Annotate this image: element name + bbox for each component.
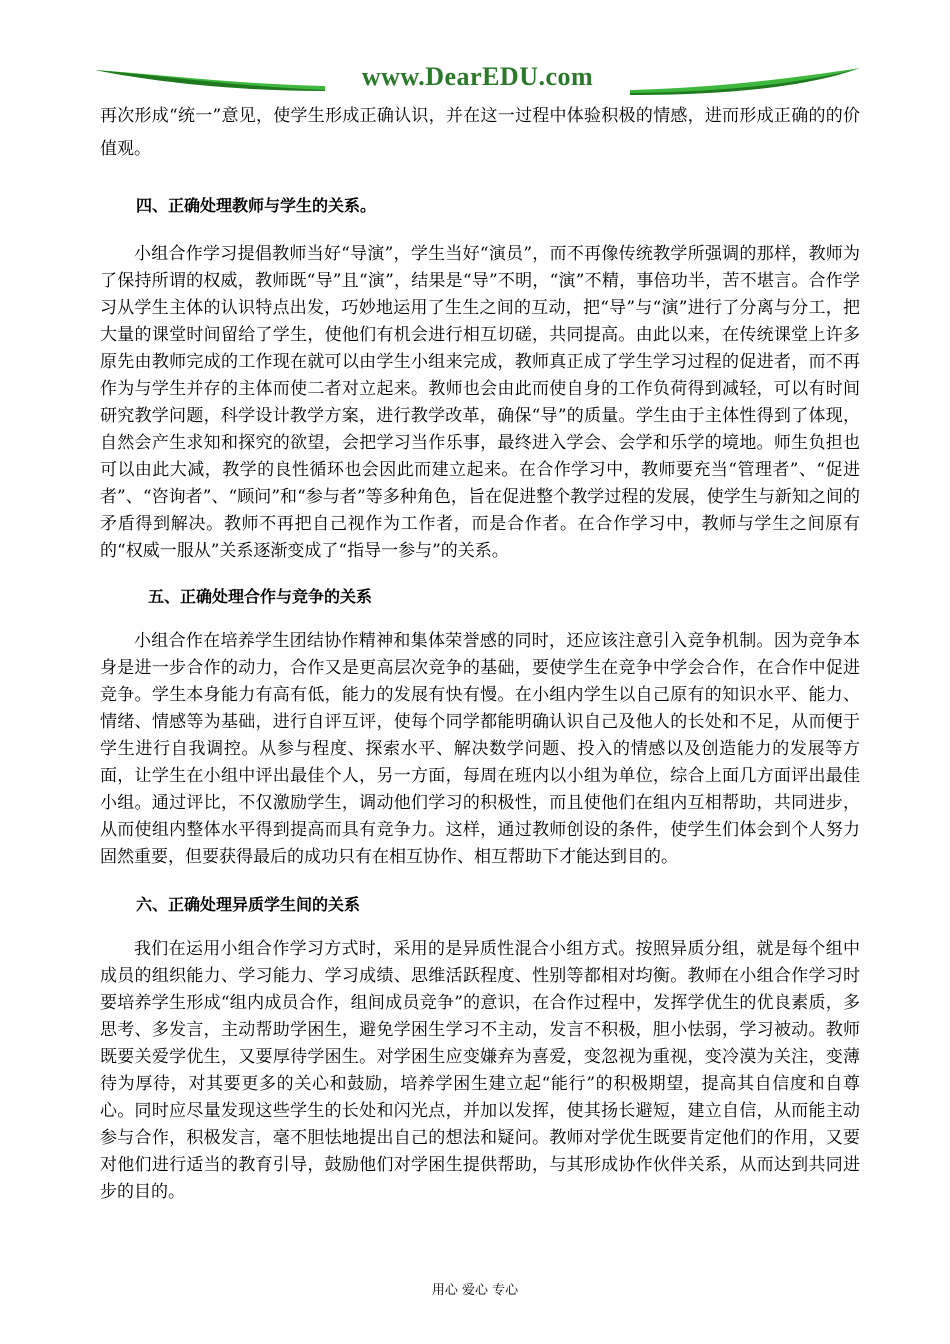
section-4-body: 小组合作学习提倡教师当好“导演”，学生当好“演员”，而不再像传统教学所强调的那样，教师为了保持所谓的权威，教师既“导”且“演”，结果是“导”不明，“演”不精，事倍功半，苦不堪言。合作学习从学生主体的认识特点出发，巧妙地运用了生生之间的互动，把“导”与“演”进行了分离与分工，把大量的课堂时间留给了学生，使他们有机会进行相互切磋，共同提高。由此以来，在传统课堂上许多原先由教师完成的工作现在就可以由学生小组来完成，教师真正成了学生学习过程的促进者，而不再作为与学生并存的主体而使二者对立起来。教师也会由此而使自身的工作负荷得到减轻，可以有时间研究教学问题，科学设计教学方案，进行教学改革，确保“导”的质量。学生由于主体性得到了体现，自然会产生求知和探究的欲望，会把学习当作乐事，最终进入学会、会学和乐学的境地。师生负担也可以由此大减，教学的良性循环也会因此而建立起来。在合作学习中，教师要充当“管理者”、“促进者”、“咨询者”、“顾问”和“参与者”等多种角色，旨在促进整个教学过程的发展，使学生与新知之间的矛盾得到解决。教师不再把自己视作为工作者，而是合作者。在合作学习中，教师与学生之间原有的“权威一服从”关系逐渐变成了“指导一参与”的关系。 xyxy=(100,244,860,561)
page-footer: 用心 爱心 专心 xyxy=(431,1283,519,1298)
section-4-heading: 四、正确处理教师与学生的关系。 xyxy=(136,196,377,215)
page-header xyxy=(95,60,860,98)
section-6-body: 我们在运用小组合作学习方式时，采用的是异质性混合小组方式。按照异质分组，就是每个组中成员的组织能力、学习能力、学习成绩、思维活跃程度、性别等都相对均衡。教师在小组合作学习时要培养学生形成“组内成员合作，组间成员竞争”的意识，在合作过程中，发挥学优生的优良素质，多思考、多发言，主动帮助学困生，避免学困生学习不主动，发言不积极，胆小怯弱，学习被动。教师既要关爱学优生，又要厚待学困生。对学困生应变嫌弃为喜爱，变忽视为重视，变冷漠为关注，变薄待为厚待，对其要更多的关心和鼓励，培养学困生建立起“能行”的积极期望，提高其自信度和自尊心。同时应尽量发现这些学生的长处和闪光点，并加以发挥，使其扬长避短，建立自信，从而能主动参与合作，积极发言，毫不胆怯地提出自己的想法和疑问。教师对学优生既要肯定他们的作用，又要对他们进行适当的教育引导，鼓励他们对学困生提供帮助，与其形成协作伙伴关系，从而达到共同进步的目的。 xyxy=(100,939,860,1202)
section-5-heading: 五、正确处理合作与竞争的关系 xyxy=(148,587,373,606)
site-brand-text: www.DearEDU.com xyxy=(361,62,594,91)
section-6-heading: 六、正确处理异质学生间的关系 xyxy=(136,895,361,914)
intro-paragraph: 再次形成“统一”意见，使学生形成正确认识，并在这一过程中体验积极的情感，进而形成正确的的价值观。 xyxy=(100,106,860,159)
section-5-body: 小组合作在培养学生团结协作精神和集体荣誉感的同时，还应该注意引入竞争机制。因为竞争本身是进一步合作的动力，合作又是更高层次竞争的基础，要使学生在竞争中学会合作，在合作中促进竞争。学生本身能力有高有低，能力的发展有快有慢。在小组内学生以自己原有的知识水平、能力、情绪、情感等为基础，进行自评互评，使每个同学都能明确认识自己及他人的长处和不足，从而便于学生进行自我调控。从参与程度、探索水平、解决数学问题、投入的情感以及创造能力的发展等方面，让学生在小组中评出最佳个人，另一方面，每周在班内以小组为单位，综合上面几方面评出最佳小组。通过评比，不仅激励学生，调动他们学习的积极性，而且使他们在组内互相帮助，共同进步，从而使组内整体水平得到提高而具有竞争力。这样，通过教师创设的条件，使学生们体会到个人努力固然重要，但要获得最后的成功只有在相互协作、相互帮助下才能达到目的。 xyxy=(100,631,860,867)
document-body xyxy=(100,100,860,1206)
